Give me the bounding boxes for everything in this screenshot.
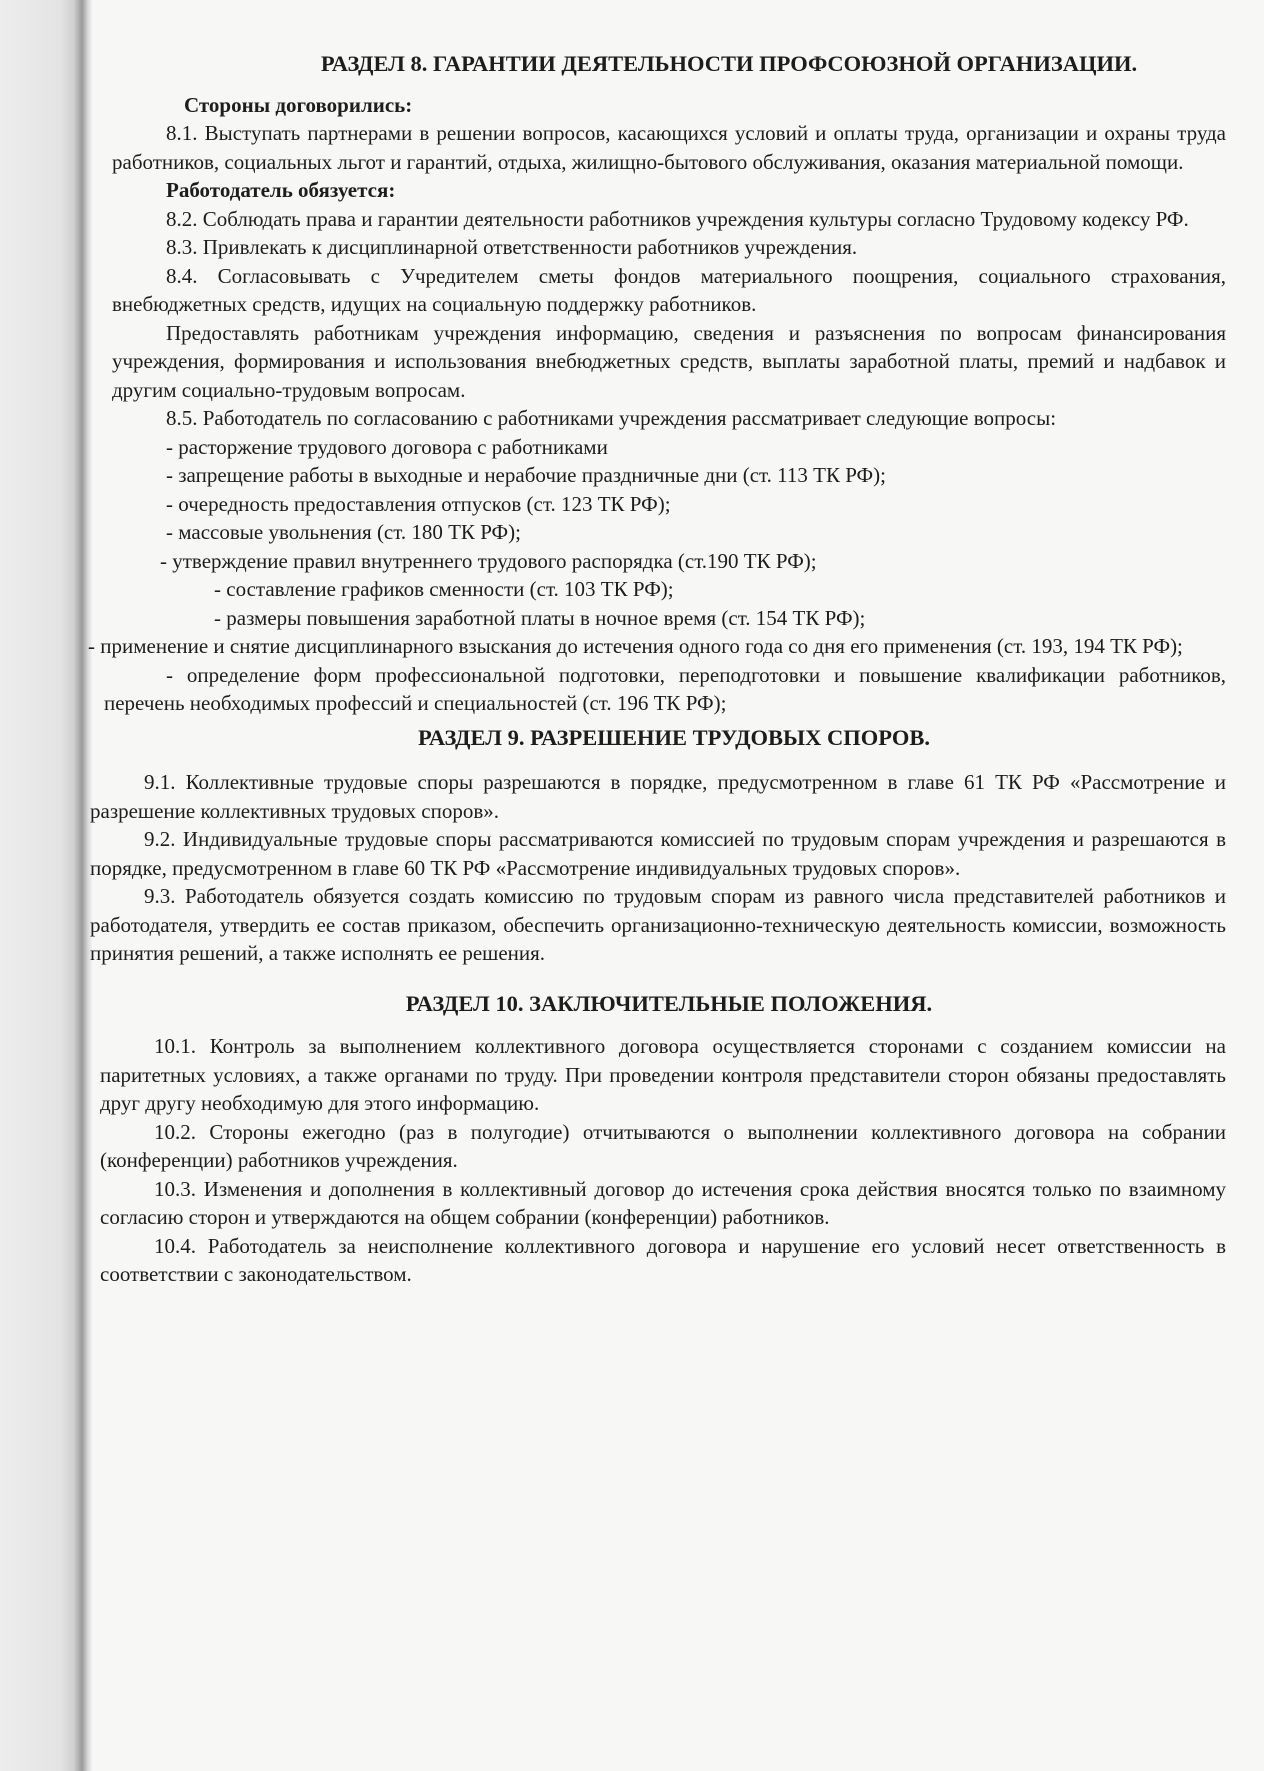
paragraph-8-5: 8.5. Работодатель по согласованию с работниками учреждения рассматривает следующие вопросы: [166, 406, 1057, 430]
list-item: - размеры повышения заработной платы в ночное время (ст. 154 ТК РФ); [214, 605, 866, 630]
paragraph-8-2: 8.2. Соблюдать права и гарантии деятельности работников учреждения культуры согласно Трудовому кодексу РФ. [166, 206, 1189, 231]
document-page [88, 50, 1226, 1289]
list-item: - составление графиков сменности (ст. 103 ТК РФ); [214, 577, 674, 601]
paragraph-8-4: 8.4. Согласовывать с Учредителем сметы фондов материального поощрения, социального страхования, внебюджетных средств, идущих на социальную поддержку работников. [112, 263, 1226, 316]
paragraph-10-1: 10.1. Контроль за выполнением коллективного договора осуществляется сторонами с созданием комиссии на паритетных условиях, а также органами по труду. При проведении контроля представители сторон обязаны предоставлять друг другу необходимую для этого информацию. [100, 1034, 1226, 1115]
list-item: - расторжение трудового договора с работниками [166, 434, 608, 459]
list-item: - массовые увольнения (ст. 180 ТК РФ); [166, 520, 521, 544]
page-binding-shadow [0, 0, 92, 1771]
parties-agreed-label: Стороны договорились: [184, 92, 413, 117]
paragraph-9-3: 9.3. Работодатель обязуется создать комиссию по трудовым спорам из равного числа представителей работников и работодателя, утвердить ее состав приказом, обеспечить организационно-техническую деятельность комиссии, возможность принятия решений, а также исполнять ее решения. [90, 884, 1226, 965]
paragraph-10-2: 10.2. Стороны ежегодно (раз в полугодие) отчитываются о выполнении коллективного договора на собрании (конференции) работников учреждения. [100, 1119, 1226, 1172]
list-item: - очередность предоставления отпусков (ст. 123 ТК РФ); [166, 491, 671, 516]
paragraph-9-2: 9.2. Индивидуальные трудовые споры рассматриваются комиссией по трудовым спорам учреждения и разрешаются в порядке, предусмотренном в главе 60 ТК РФ «Рассмотрение индивидуальных трудовых споров». [90, 827, 1226, 880]
section-10-title: РАЗДЕЛ 10. ЗАКЛЮЧИТЕЛЬНЫЕ ПОЛОЖЕНИЯ. [405, 990, 933, 1016]
list-item: - утверждение правил внутреннего трудового распорядка (ст.190 ТК РФ); [160, 548, 817, 573]
section-8-title: РАЗДЕЛ 8. ГАРАНТИИ ДЕЯТЕЛЬНОСТИ ПРОФСОЮЗНОЙ ОРГАНИЗАЦИИ. [320, 51, 1138, 76]
list-item: - применение и снятие дисциплинарного взыскания до истечения одного года со дня его применения (ст. 193, 194 ТК РФ); [88, 634, 1183, 658]
section-9-title: РАЗДЕЛ 9. РАЗРЕШЕНИЕ ТРУДОВЫХ СПОРОВ. [417, 724, 931, 750]
list-item: - определение форм профессиональной подготовки, переподготовки и повышение квалификации работников, перечень необходимых профессий и специальностей (ст. 196 ТК РФ); [104, 662, 1226, 715]
paragraph-8-4-info: Предоставлять работникам учреждения информацию, сведения и разъяснения по вопросам финансирования учреждения, формирования и использования внебюджетных средств, выплаты заработной платы, премий и надбавок и другим социально-трудовым вопросам. [112, 320, 1226, 402]
list-item: - запрещение работы в выходные и нерабочие праздничные дни (ст. 113 ТК РФ); [166, 463, 886, 487]
paragraph-10-3: 10.3. Изменения и дополнения в коллективный договор до истечения срока действия вносятся только по взаимному согласию сторон и утверждаются на общем собрании (конференции) работников. [100, 1176, 1226, 1229]
paragraph-10-4: 10.4. Работодатель за неисполнение коллективного договора и нарушение его условий несет ответственность в соответствии с законодательством. [100, 1233, 1226, 1286]
paragraph-8-3: 8.3. Привлекать к дисциплинарной ответственности работников учреждения. [166, 235, 858, 259]
paragraph-9-1: 9.1. Коллективные трудовые споры разрешаются в порядке, предусмотренном в главе 61 ТК РФ «Рассмотрение и разрешение коллективных трудовых споров». [90, 770, 1226, 823]
paragraph-8-1: 8.1. Выступать партнерами в решении вопросов, касающихся условий и оплаты труда, организации и охраны труда работников, социальных льгот и гарантий, отдыха, жилищно-бытового обслуживания, оказания материальной помощи. [112, 121, 1226, 174]
employer-obliged-label: Работодатель обязуется: [166, 178, 396, 202]
